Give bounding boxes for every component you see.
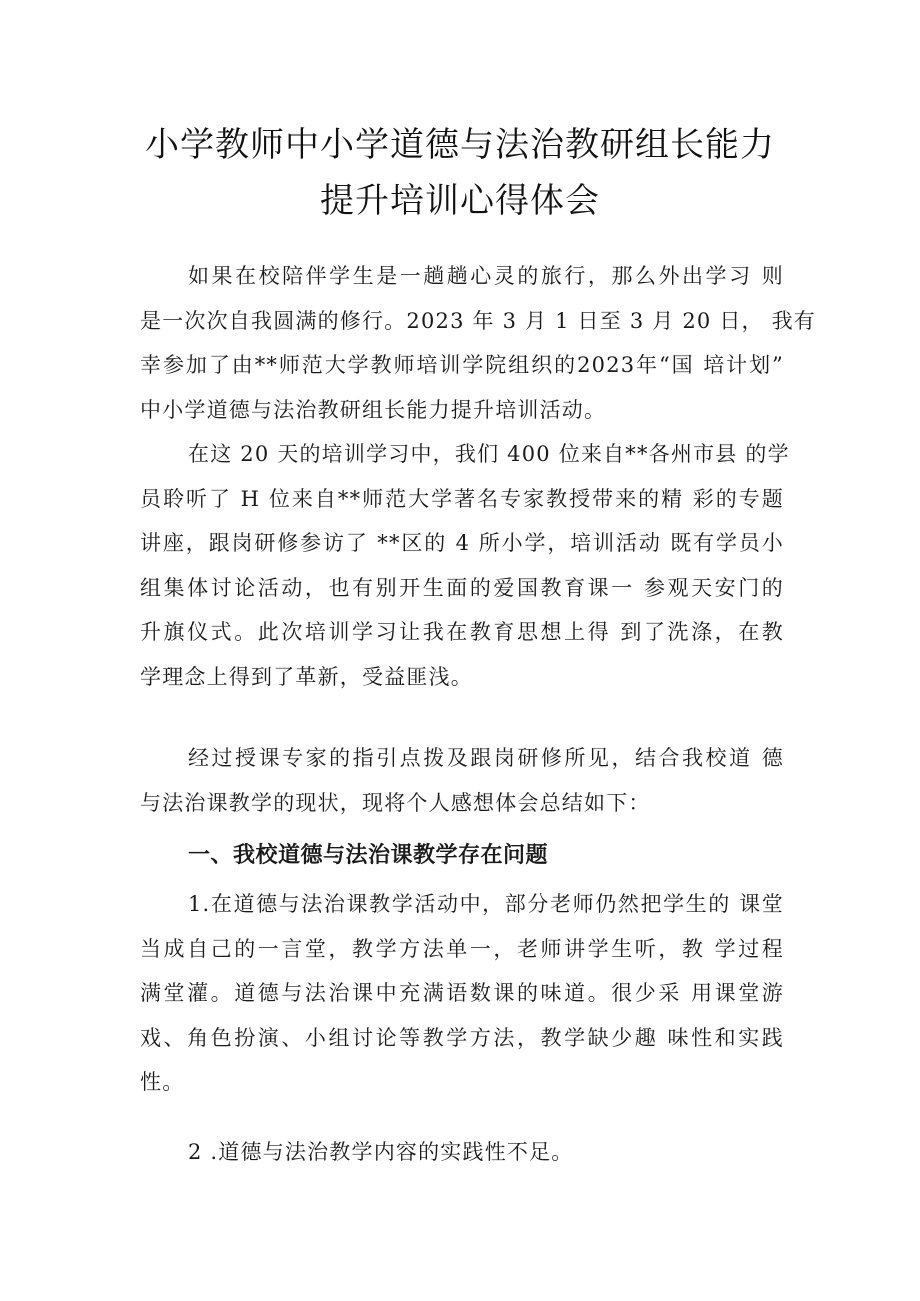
paragraph-point-2 [140, 1130, 784, 1175]
text-line: 中小学道德与法治教研组长能力提升培训活动。 [140, 397, 607, 422]
text-line: 与法治课教学的现状，现将个人感想体会总结如下： [140, 790, 651, 815]
paragraph-training [140, 432, 790, 700]
text-line: 性。 [140, 1070, 185, 1095]
text-line: 1.在道德与法治课教学活动中，部分老师仍然把学生的 课堂 [188, 892, 784, 916]
paragraph-point-1 [140, 882, 784, 1105]
text-line: 2 .道德与法治教学内容的实践性不足。 [188, 1140, 574, 1164]
text-line: 经过授课专家的指引点拨及跟岗研修所见，结合我校道 德 [188, 746, 784, 770]
document-title-line-2: 提升培训心得体会 [320, 181, 600, 221]
paragraph-summary-intro [140, 736, 784, 825]
text-line: 学理念上得到了革新，受益匪浅。 [140, 664, 473, 689]
text-line: 满堂灌。道德与法治课中充满语数课的味道。很少采 用课堂游 [140, 981, 784, 1006]
text-line: 在这 20 天的培训学习中，我们 400 位来自**各州市县 的学 [188, 442, 790, 466]
text-line: 员聆听了 H 位来自**师范大学著名专家教授带来的精 彩的专题 [140, 486, 784, 511]
paragraph-intro [140, 254, 816, 432]
text-line: 戏、角色扮演、小组讨论等教学方法，教学缺少趣 味性和实践 [140, 1025, 784, 1050]
text-line: 如果在校陪伴学生是一趟趟心灵的旅行，那么外出学习 则 [188, 264, 784, 288]
document-title-line-1: 小学教师中小学道德与法治教研组长能力 [145, 125, 775, 165]
text-line: 组集体讨论活动，也有别开生面的爱国教育课一 参观天安门的 [140, 575, 784, 600]
text-line: 升旗仪式。此次培训学习让我在教育思想上得 到了洗涤，在教 [140, 620, 784, 645]
text-line: 是一次次自我圆满的修行。2023 年 3 月 1 日至 3 月 20 日， 我有 [140, 308, 816, 333]
text-line: 幸参加了由**师范大学教师培训学院组织的2023年“国 培计划” [140, 353, 784, 378]
text-line: 讲座，跟岗研修参访了 **区的 4 所小学，培训活动 既有学员小 [140, 531, 784, 556]
text-line: 当成自己的一言堂，教学方法单一，老师讲学生听，教 学过程 [140, 936, 784, 961]
section-heading: 一、我校道德与法治课教学存在问题 [188, 843, 549, 868]
